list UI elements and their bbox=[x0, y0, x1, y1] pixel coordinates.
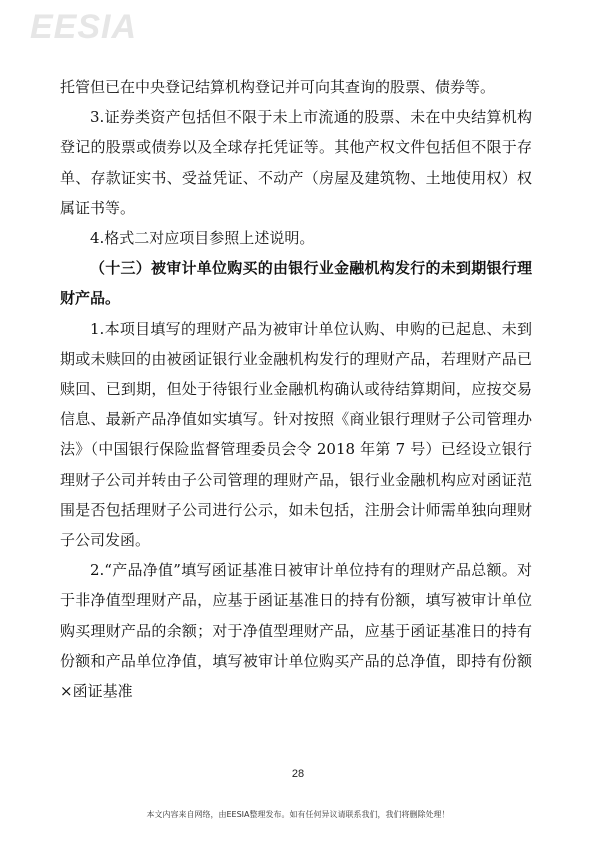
document-body bbox=[60, 72, 532, 706]
paragraph-product-net-value: 2.“产品净值”填写函证基准日被审计单位持有的理财产品总额。对于非净值型理财产品，应基于函证基准日的持有份额，填写被审计单位购买理财产品的余额；对于净值型理财产品，应基于函证基准日的持有份额和产品单位净值，填写被审计单位购买产品的总净值，即持有份额×函证基准 bbox=[60, 561, 532, 701]
paragraph-custody-continuation: 托管但已在中央登记结算机构登记并可向其查询的股票、债券等。 bbox=[60, 78, 496, 96]
section-heading-wealth-products: （十三）被审计单位购买的由银行业金融机构发行的未到期银行理财产品。 bbox=[60, 259, 532, 308]
paragraph-securities-assets: 3.证券类资产包括但不限于未上市流通的股票、未在中央结算机构登记的股票或债券以及全球存托凭证等。其他产权文件包括但不限于存单、存款证实书、受益凭证、不动产（房屋及建筑物、土地使用权）权属证书等。 bbox=[60, 108, 532, 217]
paragraph-format-two-note: 4.格式二对应项目参照上述说明。 bbox=[90, 229, 315, 248]
paragraph-wealth-product-scope: 1.本项目填写的理财产品为被审计单位认购、申购的已起息、未到期或未赎回的由被函证银行业金融机构发行的理财产品，若理财产品已赎回、已到期，但处于待银行业金融机构确认或待结算期间，应按交易信息、最新产品净值如实填写。针对按照《商业银行理财子公司管理办法》（中国银行保险监督管理委员会令 2018 年第 7 号）已经设立银行理财子公司并转由子公司管理的理财产品，银行业金融机构应对函证范围是否包括理财子公司进行公示，如未包括，注册会计师需单独向理财子公司发函。 bbox=[60, 319, 532, 550]
footer-disclaimer: 本文内容来自网络，由EESIA整理发布。如有任何异议请联系我们，我们将删除处理！ bbox=[146, 810, 450, 819]
eesia-watermark-logo: EESIA bbox=[30, 8, 138, 46]
page-number: 28 bbox=[291, 768, 305, 780]
